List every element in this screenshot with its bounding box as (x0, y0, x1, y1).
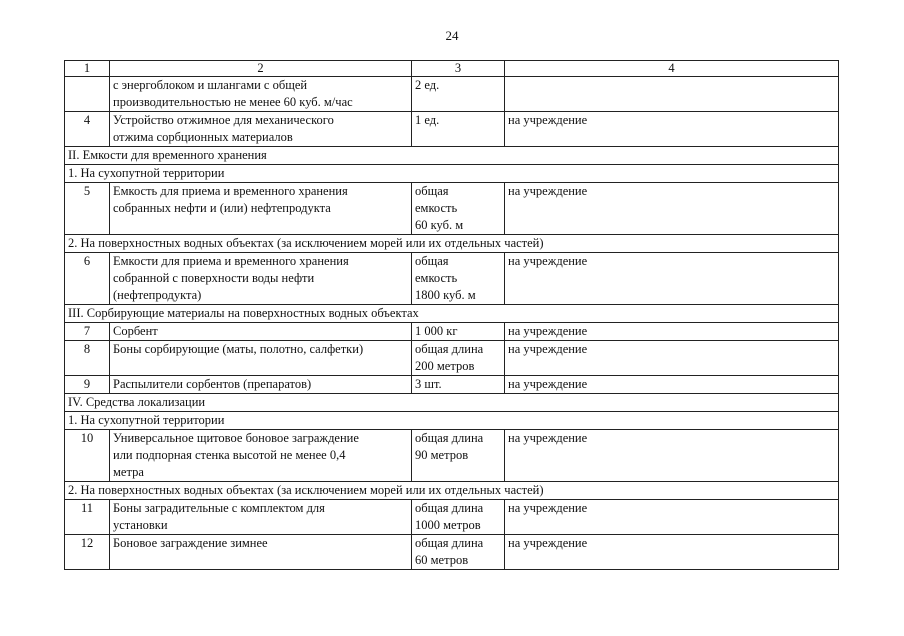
item-quantity (412, 183, 505, 235)
item-quantity-line: 3 шт. (415, 377, 442, 391)
item-name (110, 112, 412, 147)
item-note: на учреждение (505, 341, 839, 376)
item-name-line: собранной с поверхности воды нефти (113, 271, 315, 285)
section-heading: 1. На сухопутной территории (65, 412, 839, 430)
item-name-line: Емкость для приема и временного хранения (113, 184, 348, 198)
table-header-row (65, 61, 839, 77)
section-heading: 1. На сухопутной территории (65, 165, 839, 183)
item-name-line: производительностью не менее 60 куб. м/час (113, 95, 353, 109)
item-quantity (412, 323, 505, 341)
row-number: 5 (65, 183, 110, 235)
header-col-4: 4 (505, 61, 839, 77)
item-quantity-line: емкость (415, 201, 458, 215)
item-quantity-line: общая (415, 184, 449, 198)
table-row (65, 535, 839, 570)
item-quantity (412, 77, 505, 112)
row-number: 8 (65, 341, 110, 376)
item-name-line: Емкости для приема и временного хранения (113, 254, 349, 268)
item-note: на учреждение (505, 112, 839, 147)
row-number: 6 (65, 253, 110, 305)
item-name-line: Боновое заграждение зимнее (113, 536, 268, 550)
item-quantity-line: общая длина (415, 536, 484, 550)
item-name-line: Универсальное щитовое боновое заграждение (113, 431, 359, 445)
item-name (110, 535, 412, 570)
item-quantity (412, 500, 505, 535)
item-name-line: Устройство отжимное для механического (113, 113, 334, 127)
item-note: на учреждение (505, 535, 839, 570)
item-name (110, 77, 412, 112)
item-name-line: метра (113, 465, 144, 479)
item-quantity (412, 430, 505, 482)
item-name-line: установки (113, 518, 168, 532)
item-name-line: с энергоблоком и шлангами с общей (113, 78, 308, 92)
item-quantity-line: емкость (415, 271, 458, 285)
item-note: на учреждение (505, 430, 839, 482)
section-row (65, 147, 839, 165)
equipment-table (64, 60, 839, 570)
item-name (110, 500, 412, 535)
item-quantity-line: общая длина (415, 431, 484, 445)
item-quantity (412, 253, 505, 305)
item-quantity-line: 90 метров (415, 448, 469, 462)
section-heading: 2. На поверхностных водных объектах (за исключением морей или их отдельных частей) (65, 235, 839, 253)
item-name-line: (нефтепродукта) (113, 288, 202, 302)
item-name (110, 323, 412, 341)
row-number: 12 (65, 535, 110, 570)
item-note (505, 77, 839, 112)
item-name (110, 430, 412, 482)
table-row (65, 376, 839, 394)
item-note: на учреждение (505, 253, 839, 305)
item-name (110, 376, 412, 394)
item-name (110, 341, 412, 376)
section-heading: 2. На поверхностных водных объектах (за исключением морей или их отдельных частей) (65, 482, 839, 500)
table-row (65, 253, 839, 305)
item-name-line: или подпорная стенка высотой не менее 0,4 (113, 448, 346, 462)
item-quantity-line: общая длина (415, 342, 484, 356)
item-name (110, 253, 412, 305)
section-heading: III. Сорбирующие материалы на поверхностных водных объектах (65, 305, 839, 323)
item-quantity (412, 535, 505, 570)
section-row (65, 394, 839, 412)
section-row (65, 482, 839, 500)
item-quantity-line: 200 метров (415, 359, 475, 373)
table-row (65, 500, 839, 535)
item-name-line: Распылители сорбентов (препаратов) (113, 377, 312, 391)
row-number: 7 (65, 323, 110, 341)
table-row (65, 77, 839, 112)
item-name-line: Боны заградительные с комплектом для (113, 501, 325, 515)
item-name-line: отжима сорбционных материалов (113, 130, 293, 144)
item-name (110, 183, 412, 235)
item-note: на учреждение (505, 183, 839, 235)
table-row (65, 430, 839, 482)
item-quantity (412, 112, 505, 147)
row-number (65, 77, 110, 112)
item-quantity-line: 1 000 кг (415, 324, 458, 338)
item-note: на учреждение (505, 376, 839, 394)
section-row (65, 165, 839, 183)
header-col-1: 1 (65, 61, 110, 77)
header-col-2: 2 (110, 61, 412, 77)
item-quantity-line: 60 куб. м (415, 218, 464, 232)
page-number: 24 (445, 28, 459, 43)
table-row (65, 183, 839, 235)
section-row (65, 412, 839, 430)
section-row (65, 235, 839, 253)
section-heading: IV. Средства локализации (65, 394, 839, 412)
table-body (65, 61, 839, 570)
item-quantity-line: общая длина (415, 501, 484, 515)
item-quantity-line: 1000 метров (415, 518, 481, 532)
item-quantity-line: 1800 куб. м (415, 288, 476, 302)
item-name-line: собранных нефти и (или) нефтепродукта (113, 201, 331, 215)
item-name-line: Сорбент (113, 324, 158, 338)
item-quantity (412, 376, 505, 394)
item-note: на учреждение (505, 500, 839, 535)
item-name-line: Боны сорбирующие (маты, полотно, салфетки) (113, 342, 364, 356)
row-number: 10 (65, 430, 110, 482)
table-row (65, 341, 839, 376)
item-quantity (412, 341, 505, 376)
row-number: 9 (65, 376, 110, 394)
row-number: 11 (65, 500, 110, 535)
item-note: на учреждение (505, 323, 839, 341)
table-row (65, 112, 839, 147)
section-heading: II. Емкости для временного хранения (65, 147, 839, 165)
item-quantity-line: 60 метров (415, 553, 469, 567)
item-quantity-line: 2 ед. (415, 78, 440, 92)
item-quantity-line: 1 ед. (415, 113, 440, 127)
table-row (65, 323, 839, 341)
item-quantity-line: общая (415, 254, 449, 268)
row-number: 4 (65, 112, 110, 147)
section-row (65, 305, 839, 323)
header-col-3: 3 (412, 61, 505, 77)
